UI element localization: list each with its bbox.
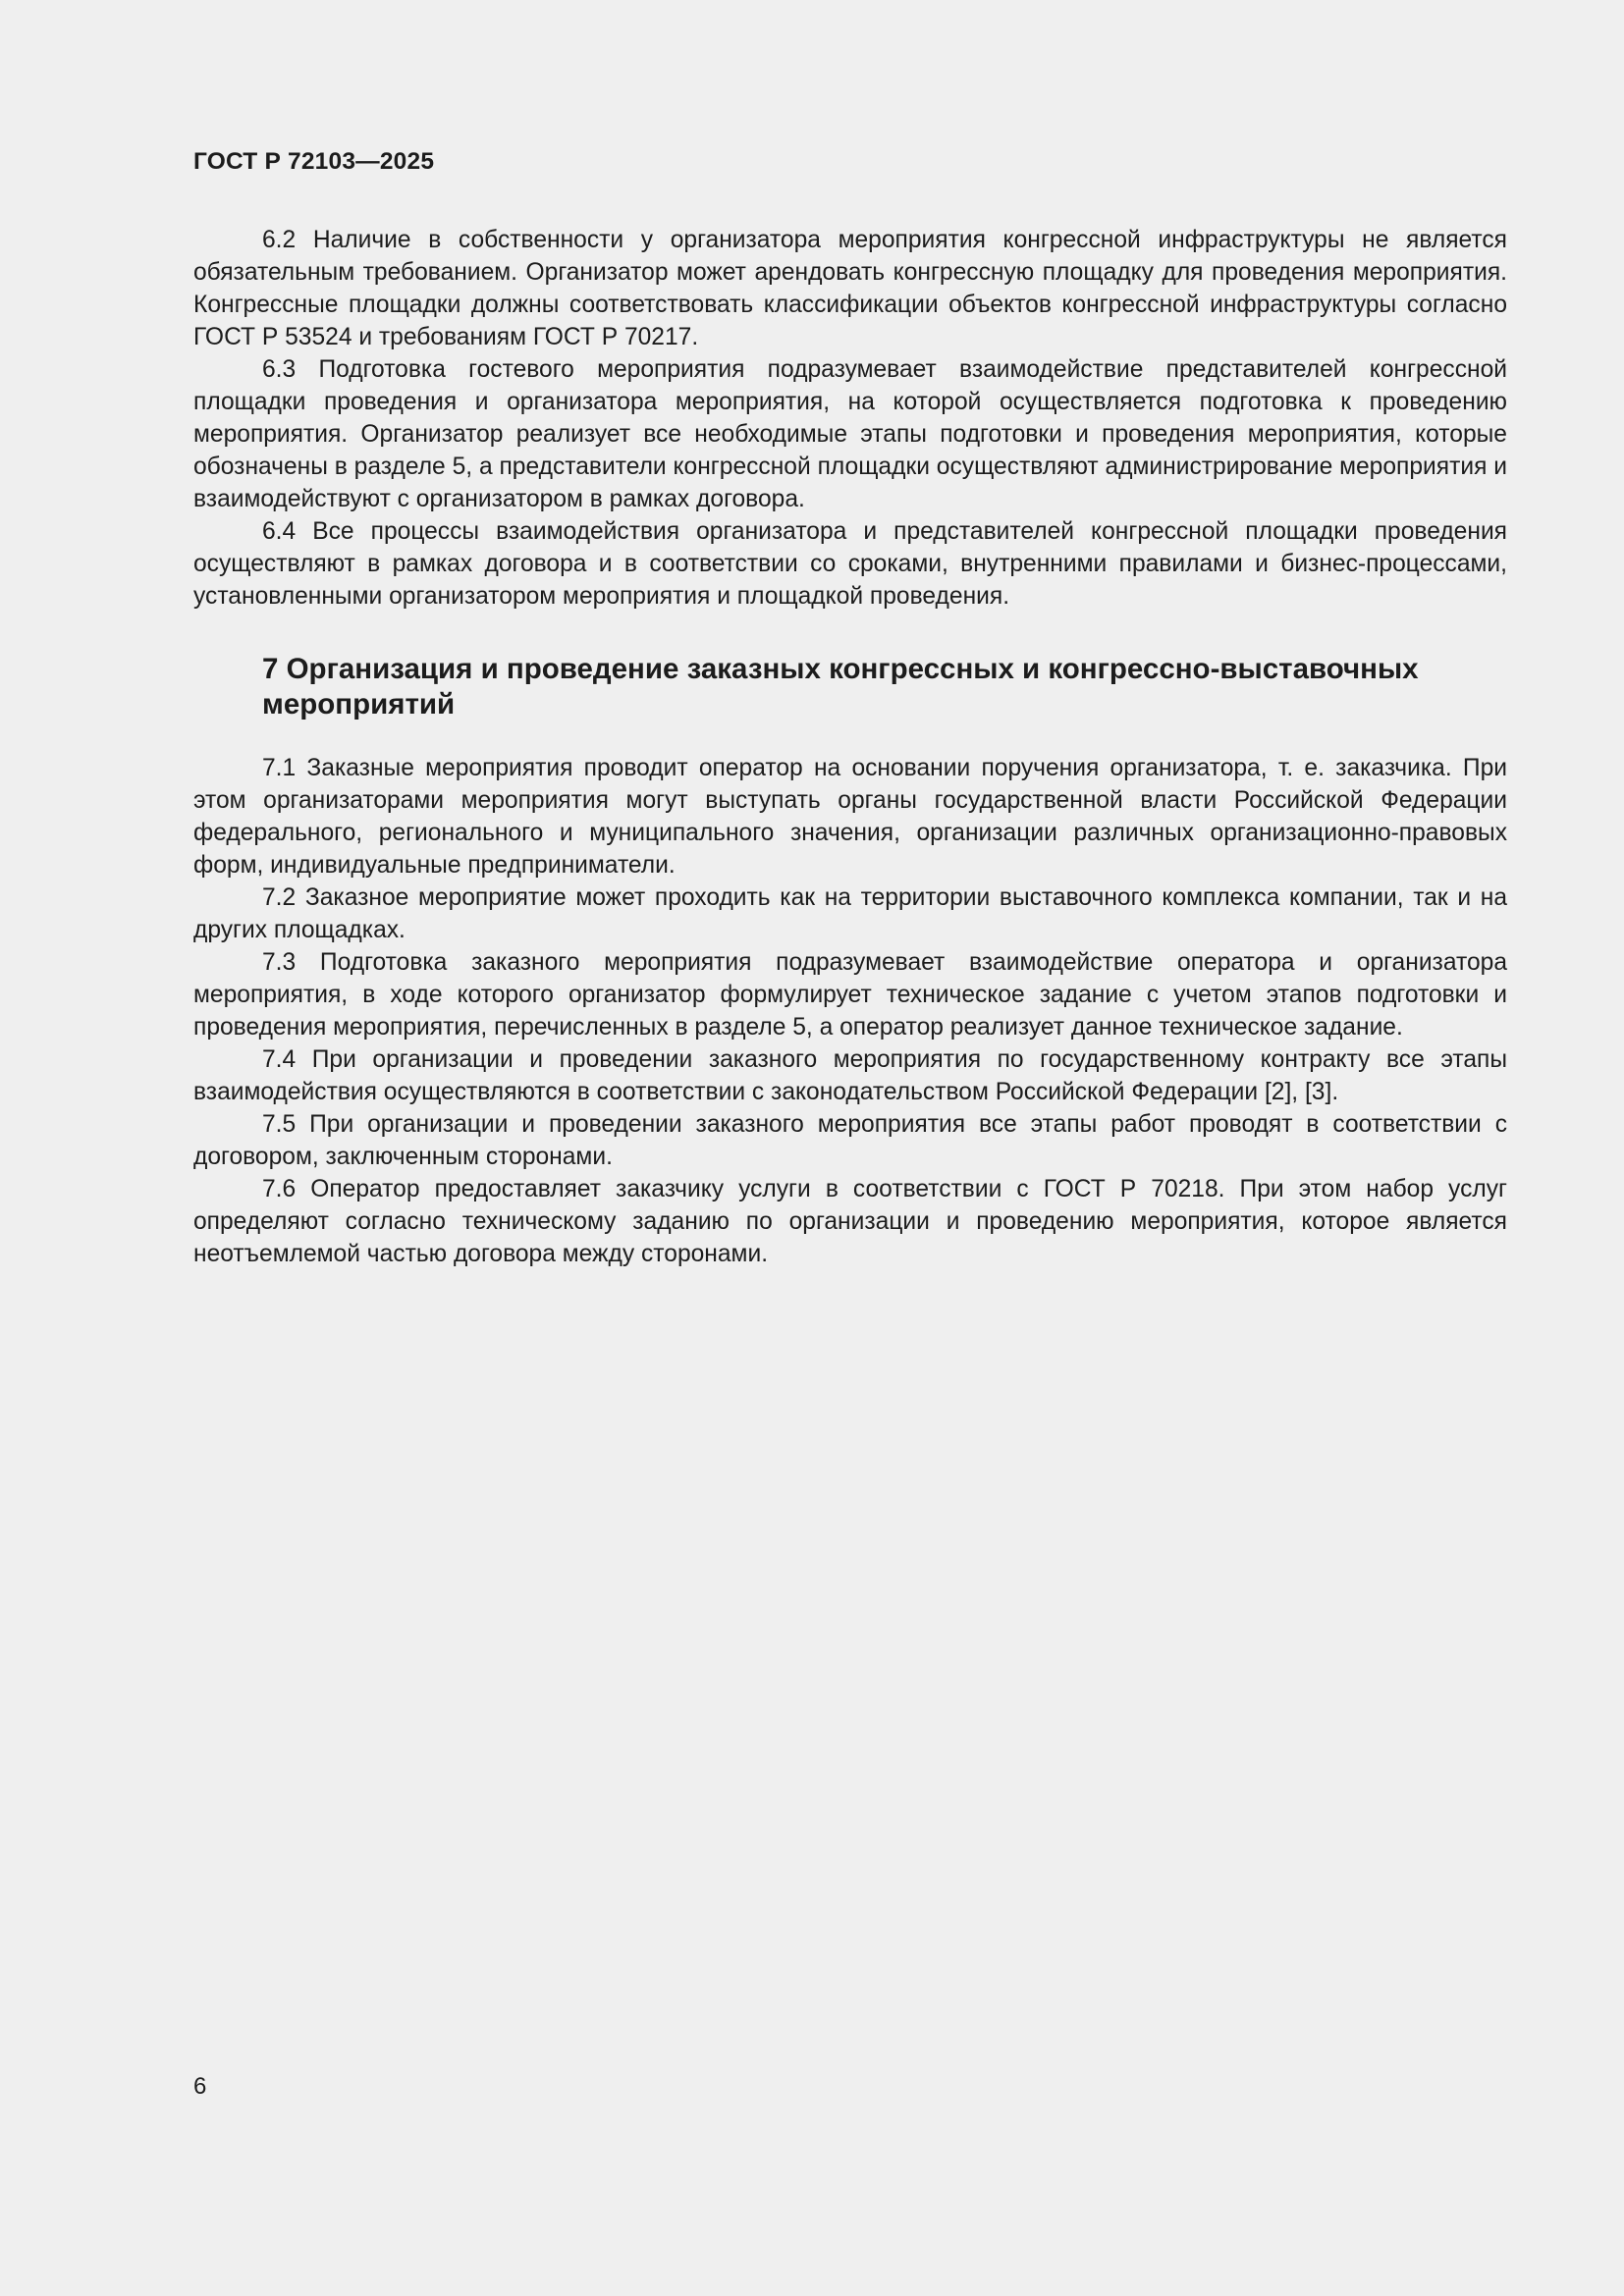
paragraph-7-2: 7.2 Заказное мероприятие может проходить как на территории выставочного комплекса компании, так и на других площадках.	[193, 884, 1507, 943]
paragraph-7-6: 7.6 Оператор предоставляет заказчику услуги в соответствии с ГОСТ Р 70218. При этом набор услуг определяют согласно техническому заданию по организации и проведению мероприятия, которое является неотъемлемой частью договора между сторонами.	[193, 1176, 1507, 1267]
paragraph-6-2: 6.2 Наличие в собственности у организатора мероприятия конгрессной инфраструктуры не является обязательным требованием. Организатор может арендовать конгрессную площадку для проведения мероприятия. Конгрессные площадки должны соответствовать классификации объектов конгрессной инфраструктуры согласно ГОСТ Р 53524 и требованиям ГОСТ Р 70217.	[193, 227, 1507, 350]
paragraph-6-3: 6.3 Подготовка гостевого мероприятия подразумевает взаимодействие представителей конгрессной площадки проведения и организатора мероприятия, на которой осуществляется подготовка к проведению мероприятия. Организатор реализует все необходимые этапы подготовки и проведения мероприятия, которые обозначены в разделе 5, а представители конгрессной площадки осуществляют администрирование мероприятия и взаимодействуют с организатором в рамках договора.	[193, 356, 1507, 512]
paragraph-7-4: 7.4 При организации и проведении заказного мероприятия по государственному контракту все этапы взаимодействия осуществляются в соответствии с законодательством Российской Федерации [2], [3].	[193, 1046, 1507, 1105]
document-body	[193, 224, 1507, 1270]
section-7-title: 7 Организация и проведение заказных конгрессных и конгрессно-выставочных мероприятий	[262, 653, 1419, 721]
standard-header: ГОСТ Р 72103—2025	[193, 148, 435, 175]
paragraph-7-1: 7.1 Заказные мероприятия проводит оператор на основании поручения организатора, т. е. заказчика. При этом организаторами мероприятия могут выступать органы государственной власти Российской Федерации федерального, регионального и муниципального значения, организации различных организационно-правовых форм, индивидуальные предприниматели.	[193, 755, 1507, 879]
paragraph-7-5: 7.5 При организации и проведении заказного мероприятия все этапы работ проводят в соответствии с договором, заключенным сторонами.	[193, 1111, 1507, 1170]
paragraph-6-4: 6.4 Все процессы взаимодействия организатора и представителей конгрессной площадки проведения осуществляют в рамках договора и в соответствии со сроками, внутренними правилами и бизнес-процессами, установленными организатором мероприятия и площадкой проведения.	[193, 518, 1507, 610]
paragraph-7-3: 7.3 Подготовка заказного мероприятия подразумевает взаимодействие оператора и организатора мероприятия, в ходе которого организатор формулирует техническое задание с учетом этапов подготовки и проведения мероприятия, перечисленных в разделе 5, а оператор реализует данное техническое задание.	[193, 949, 1507, 1041]
page-number: 6	[193, 2073, 207, 2100]
